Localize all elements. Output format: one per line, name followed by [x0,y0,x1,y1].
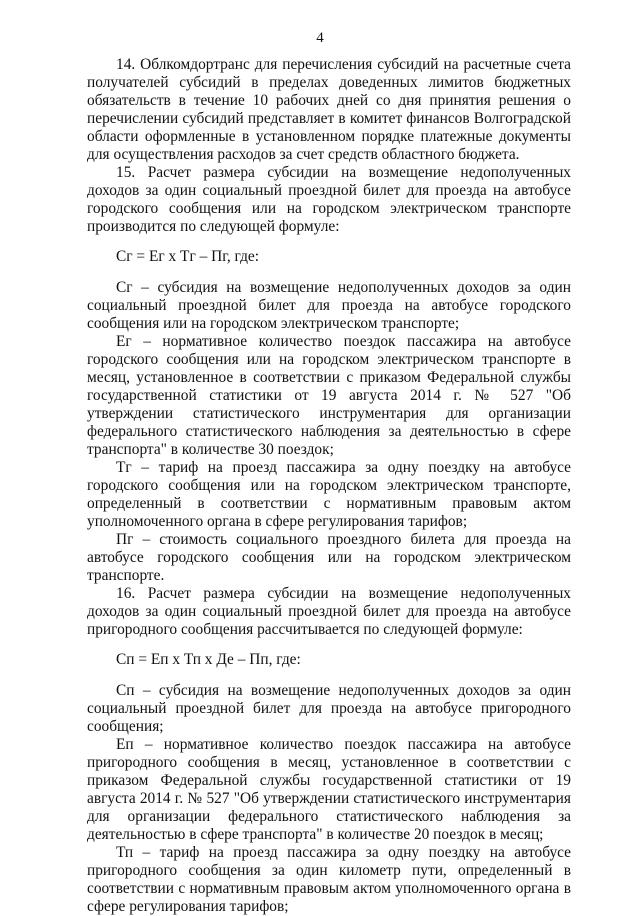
definition-sg: Сг – субсидия на возмещение недополученных доходов за один социальный проездной билет для проезда на автобусе городского сообщения или на городском электрическом транспорте; [87,278,571,332]
definition-ep: Еп – нормативное количество поездок пассажира на автобусе пригородного сообщения в месяц, установленное в соответствии с приказом Федеральной службы государственной статистики от 19 августа 2014 г. № 527 "Об утверждении статистического инструментария для организации федерального статистического наблюдения за деятельностью в сфере транспорта" в количестве 20 поездок в месяц; [87,735,571,843]
definition-tg: Тг – тариф на проезд пассажира за одну поездку на автобусе городского сообщения или на городском электрическом транспорте, определенный в соответствии с нормативным правовым актом уполномоченного органа в сфере регулирования тарифов; [87,458,571,531]
paragraph-14: 14. Облкомдортранс для перечисления субсидий на расчетные счета получателей субсидий в пределах доведенных лимитов бюджетных обязательств в течение 10 рабочих дней со дня принятия решения о перечислении субсидий представляет в комитет финансов Волгоградской области оформленные в установленном порядке платежные документы для осуществления расходов за счет средств областного бюджета. [87,56,571,164]
paragraph-16: 16. Расчет размера субсидии на возмещение недополученных доходов за один социальный проездной билет для проезда на автобусе пригородного сообщения рассчитывается по следующей формуле: [87,585,571,639]
definition-pg: Пг – стоимость социального проездного билета для проезда на автобусе городского сообщения или на городском электрическом транспорте. [87,531,571,585]
formula-city: Сг = Ег х Тг – Пг, где: [116,248,260,266]
formula-suburban: Сп = Еп х Тп х Де – Пп, где: [116,651,301,669]
page-number: 4 [316,30,324,46]
paragraph-15: 15. Расчет размера субсидии на возмещение недополученных доходов за один социальный проездной билет для проезда на автобусе городского сообщения или на городском электрическом транспорте производится по следующей формуле: [87,164,571,236]
definition-eg: Ег – нормативное количество поездок пассажира на автобусе городского сообщения или на городском электрическом транспорте в месяц, установленное в соответствии с приказом Федеральной службы государственной статистики от 19 августа 2014 г. № 527 "Об утверждении статистического инструментария для организации федерального статистического наблюдения за деятельностью в сфере транспорта" в количестве 30 поездок; [87,332,571,458]
document-body [87,56,571,916]
definition-tp: Тп – тариф на проезд пассажира за одну поездку на автобусе пригородного сообщения за один километр пути, определенный в соответствии с нормативным правовым актом уполномоченного органа в сфере регулирования тарифов; [87,843,571,916]
definition-sp: Сп – субсидия на возмещение недополученных доходов за один социальный проездной билет для проезда на автобусе пригородного сообщения; [87,681,571,735]
